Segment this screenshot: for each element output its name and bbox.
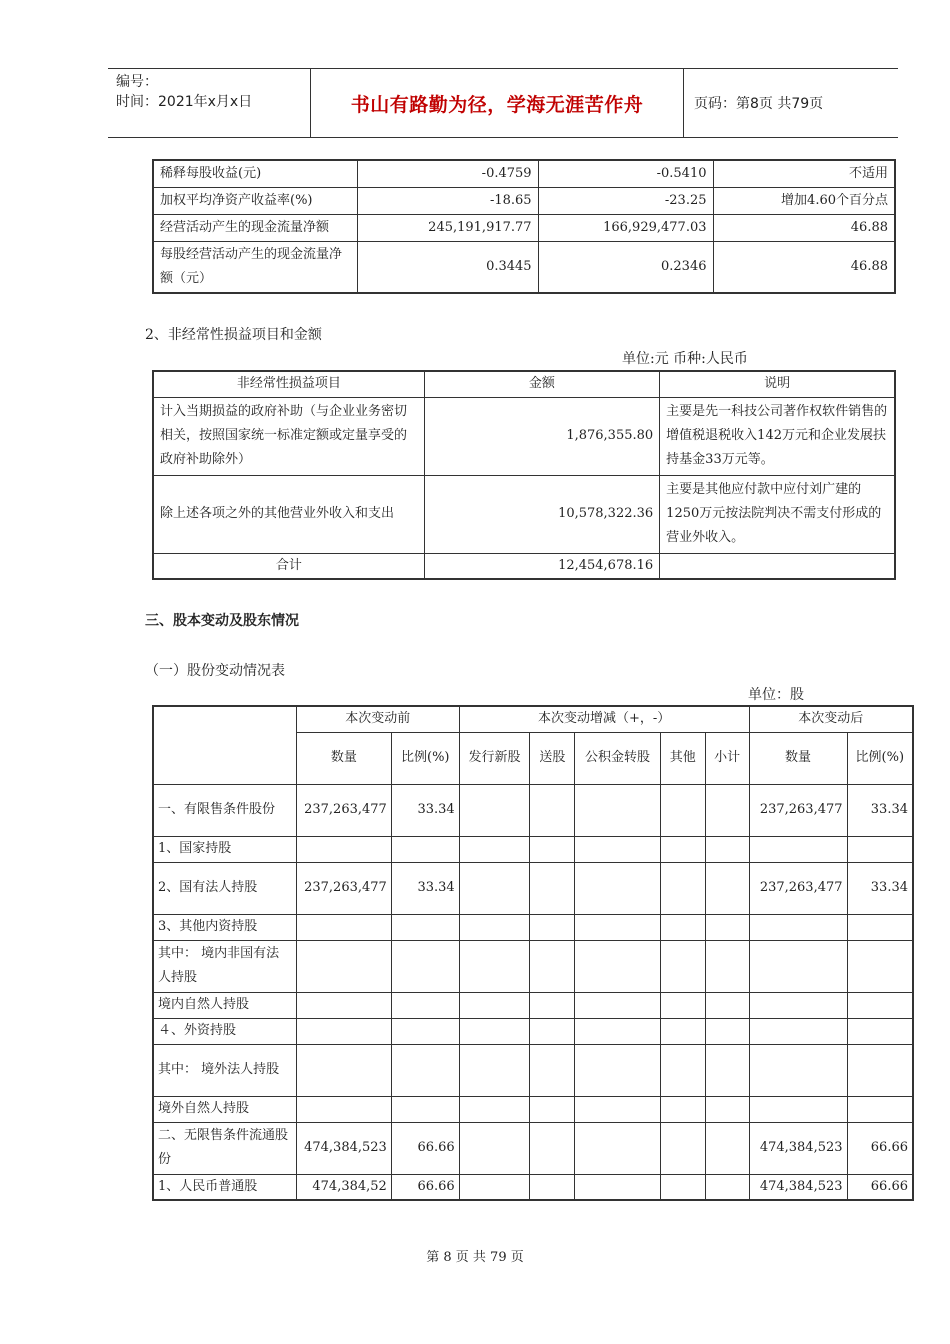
- table-row: [153, 214, 895, 241]
- subtotal: [705, 836, 749, 862]
- qty-after: [749, 1044, 847, 1096]
- share-table-body: [153, 784, 913, 1200]
- header-subtotal: 小计: [705, 732, 749, 784]
- qty-before: 237,263,477: [296, 862, 391, 914]
- table-row: [153, 1174, 913, 1200]
- table-row: [153, 160, 895, 187]
- item-name: 计入当期损益的政府补助（与企业业务密切相关，按照国家统一标准定额或定量享受的政府补助除外）: [153, 397, 424, 475]
- header-new-shares: 发行新股: [459, 732, 530, 784]
- qty-before: [296, 1096, 391, 1122]
- ratio-before: [391, 1018, 459, 1044]
- ratio-before: [391, 914, 459, 940]
- ratio-before: [391, 992, 459, 1018]
- ratio-before: [391, 836, 459, 862]
- page-footer: 第 8 页 共 79 页: [426, 1250, 524, 1265]
- other: [660, 836, 705, 862]
- header-ratio-after: 比例(%): [847, 732, 913, 784]
- bonus-shares: [530, 1122, 575, 1174]
- other: [660, 784, 705, 836]
- ratio-after: [847, 992, 913, 1018]
- bonus-shares: [530, 862, 575, 914]
- table-total-row: [153, 553, 895, 579]
- row-label: ４、外资持股: [153, 1018, 296, 1044]
- share-change-table: [152, 705, 914, 1201]
- header-motto: 书山有路勤为径，学海无涯苦作舟: [311, 69, 684, 137]
- new-shares: [459, 1122, 530, 1174]
- other: [660, 992, 705, 1018]
- header-ratio: 比例(%): [391, 732, 459, 784]
- item-name: 除上述各项之外的其他营业外收入和支出: [153, 475, 424, 553]
- table-header-row: [153, 706, 913, 732]
- new-shares: [459, 1096, 530, 1122]
- reserve-shares: [575, 1018, 661, 1044]
- ratio-before: [391, 940, 459, 992]
- qty-before: [296, 992, 391, 1018]
- value-change: 不适用: [713, 160, 895, 187]
- reserve-shares: [575, 940, 661, 992]
- value-change: 46.88: [713, 214, 895, 241]
- header-reserve-shares: 公积金转股: [575, 732, 661, 784]
- other: [660, 862, 705, 914]
- qty-before: [296, 940, 391, 992]
- qty-before: [296, 836, 391, 862]
- qty-before: 474,384,52: [296, 1174, 391, 1200]
- value-previous: -23.25: [538, 187, 713, 214]
- row-label: 2、国有法人持股: [153, 862, 296, 914]
- item-amount: 1,876,355.80: [424, 397, 660, 475]
- bonus-shares: [530, 1018, 575, 1044]
- row-label: 经营活动产生的现金流量净额: [153, 214, 357, 241]
- qty-after: [749, 992, 847, 1018]
- ratio-before: 33.34: [391, 862, 459, 914]
- ratio-after: [847, 1096, 913, 1122]
- header-item: 非经常性损益项目: [153, 371, 424, 397]
- other: [660, 914, 705, 940]
- table-row: [153, 940, 913, 992]
- table-row: [153, 241, 895, 293]
- bonus-shares: [530, 914, 575, 940]
- subtotal: [705, 914, 749, 940]
- qty-after: [749, 914, 847, 940]
- reserve-shares: [575, 836, 661, 862]
- row-label: 3、其他内资持股: [153, 914, 296, 940]
- ratio-after: 33.34: [847, 784, 913, 836]
- ratio-before: 66.66: [391, 1174, 459, 1200]
- qty-after: 474,384,523: [749, 1174, 847, 1200]
- qty-after: 237,263,477: [749, 862, 847, 914]
- table-row: [153, 475, 895, 553]
- table-row: [153, 187, 895, 214]
- bonus-shares: [530, 1174, 575, 1200]
- ratio-before: 33.34: [391, 784, 459, 836]
- financial-indicators-table: [152, 159, 896, 294]
- value-current: -0.4759: [357, 160, 538, 187]
- new-shares: [459, 862, 530, 914]
- header-after: 本次变动后: [749, 706, 913, 732]
- table-row: [153, 784, 913, 836]
- row-label: 其中： 境外法人持股: [153, 1044, 296, 1096]
- bonus-shares: [530, 1096, 575, 1122]
- qty-after: 237,263,477: [749, 784, 847, 836]
- new-shares: [459, 784, 530, 836]
- non-recurring-items-table: [152, 370, 896, 580]
- row-label: 1、国家持股: [153, 836, 296, 862]
- table-row: [153, 914, 913, 940]
- table-row: [153, 836, 913, 862]
- header-bonus-shares: 送股: [530, 732, 575, 784]
- ratio-after: [847, 940, 913, 992]
- other: [660, 1018, 705, 1044]
- ratio-after: 33.34: [847, 862, 913, 914]
- other: [660, 1044, 705, 1096]
- value-previous: 0.2346: [538, 241, 713, 293]
- header-change: 本次变动增减（+，-）: [459, 706, 749, 732]
- bonus-shares: [530, 836, 575, 862]
- subtotal: [705, 862, 749, 914]
- new-shares: [459, 1018, 530, 1044]
- bonus-shares: [530, 784, 575, 836]
- value-previous: -0.5410: [538, 160, 713, 187]
- bonus-shares: [530, 992, 575, 1018]
- table-header-row: [153, 371, 895, 397]
- bonus-shares: [530, 940, 575, 992]
- table-row: [153, 1096, 913, 1122]
- row-label: 其中： 境内非国有法人持股: [153, 940, 296, 992]
- reserve-shares: [575, 862, 661, 914]
- qty-before: 474,384,523: [296, 1122, 391, 1174]
- reserve-shares: [575, 1174, 661, 1200]
- new-shares: [459, 940, 530, 992]
- page-header: [108, 68, 898, 138]
- value-current: 0.3445: [357, 241, 538, 293]
- ratio-after: [847, 1018, 913, 1044]
- item-amount: 10,578,322.36: [424, 475, 660, 553]
- subtotal: [705, 784, 749, 836]
- new-shares: [459, 836, 530, 862]
- time-label: 时间：2021年x月x日: [116, 94, 253, 110]
- row-label: 境内自然人持股: [153, 992, 296, 1018]
- row-label: 每股经营活动产生的现金流量净额（元）: [153, 241, 357, 293]
- subtotal: [705, 1044, 749, 1096]
- reserve-shares: [575, 1044, 661, 1096]
- total-label: 合计: [153, 553, 424, 579]
- value-change: 增加4.60个百分点: [713, 187, 895, 214]
- ratio-after: [847, 1044, 913, 1096]
- header-other: 其他: [660, 732, 705, 784]
- header-meta: [108, 69, 311, 137]
- qty-after: [749, 940, 847, 992]
- subtotal: [705, 1096, 749, 1122]
- reserve-shares: [575, 1096, 661, 1122]
- item-note: 主要是其他应付款中应付刘广建的1250万元按法院判决不需支付形成的营业外收入。: [660, 475, 895, 553]
- bonus-shares: [530, 1044, 575, 1096]
- row-label: 加权平均净资产收益率(%): [153, 187, 357, 214]
- row-label: 稀释每股收益(元): [153, 160, 357, 187]
- other: [660, 1174, 705, 1200]
- ratio-after: [847, 914, 913, 940]
- table-row: [153, 1018, 913, 1044]
- new-shares: [459, 992, 530, 1018]
- row-label: 境外自然人持股: [153, 1096, 296, 1122]
- reserve-shares: [575, 784, 661, 836]
- table-row: [153, 1044, 913, 1096]
- subtotal: [705, 992, 749, 1018]
- header-amount: 金额: [424, 371, 660, 397]
- ratio-before: [391, 1044, 459, 1096]
- table-row: [153, 1122, 913, 1174]
- section-3-subtitle: （一）股份变动情况表: [145, 663, 285, 679]
- reserve-shares: [575, 992, 661, 1018]
- reserve-shares: [575, 1122, 661, 1174]
- reserve-shares: [575, 914, 661, 940]
- header-blank: [153, 706, 296, 784]
- table-row: [153, 992, 913, 1018]
- ratio-before: [391, 1096, 459, 1122]
- other: [660, 1096, 705, 1122]
- value-current: -18.65: [357, 187, 538, 214]
- subtotal: [705, 1018, 749, 1044]
- other: [660, 940, 705, 992]
- new-shares: [459, 914, 530, 940]
- qty-before: [296, 914, 391, 940]
- header-qty-after: 数量: [749, 732, 847, 784]
- row-label: 1、人民币普通股: [153, 1174, 296, 1200]
- new-shares: [459, 1174, 530, 1200]
- new-shares: [459, 1044, 530, 1096]
- header-note: 说明: [660, 371, 895, 397]
- row-label: 一、有限售条件股份: [153, 784, 296, 836]
- value-current: 245,191,917.77: [357, 214, 538, 241]
- ratio-after: 66.66: [847, 1174, 913, 1200]
- table-row: [153, 397, 895, 475]
- header-qty: 数量: [296, 732, 391, 784]
- total-amount: 12,454,678.16: [424, 553, 660, 579]
- section-2-unit: 单位:元 币种:人民币: [622, 351, 748, 367]
- row-label: 二、无限售条件流通股份: [153, 1122, 296, 1174]
- section-3-unit: 单位：股: [748, 687, 804, 703]
- other: [660, 1122, 705, 1174]
- qty-before: [296, 1044, 391, 1096]
- qty-after: [749, 836, 847, 862]
- ratio-before: 66.66: [391, 1122, 459, 1174]
- section-3-title: 三、股本变动及股东情况: [145, 613, 299, 629]
- qty-before: [296, 1018, 391, 1044]
- qty-before: 237,263,477: [296, 784, 391, 836]
- subtotal: [705, 1174, 749, 1200]
- page-number-label: 页码：第8页 共79页: [694, 96, 824, 112]
- code-label: 编号：: [116, 74, 158, 90]
- ratio-after: [847, 836, 913, 862]
- section-2-title: 2、非经常性损益项目和金额: [145, 327, 322, 343]
- subtotal: [705, 940, 749, 992]
- qty-after: 474,384,523: [749, 1122, 847, 1174]
- total-note: [660, 553, 895, 579]
- table-row: [153, 862, 913, 914]
- header-before: 本次变动前: [296, 706, 459, 732]
- item-note: 主要是先一科技公司著作权软件销售的增值税退税收入142万元和企业发展扶持基金33万元等。: [660, 397, 895, 475]
- value-change: 46.88: [713, 241, 895, 293]
- qty-after: [749, 1096, 847, 1122]
- qty-after: [749, 1018, 847, 1044]
- ratio-after: 66.66: [847, 1122, 913, 1174]
- subtotal: [705, 1122, 749, 1174]
- value-previous: 166,929,477.03: [538, 214, 713, 241]
